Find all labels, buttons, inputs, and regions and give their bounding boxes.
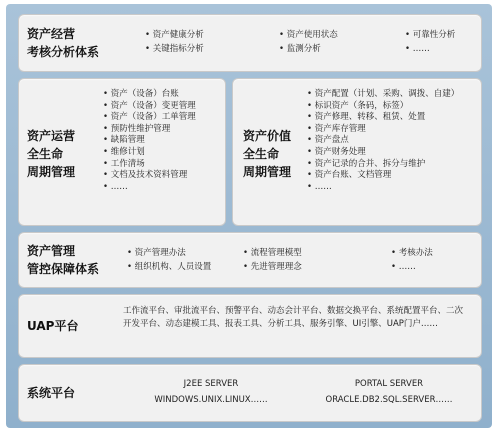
bullet-item: • 资产盘点 <box>307 135 349 146</box>
panel-system-platform <box>18 364 482 422</box>
bullet-item: • 缺陷管理 <box>103 135 145 146</box>
bullet-item: • 预防性维护管理 <box>103 123 171 134</box>
bullet-item: • 资产记录的合并、拆分与维护 <box>307 158 426 169</box>
bullet-item: • …… <box>307 181 332 192</box>
panel-title: 系统平台 <box>27 386 76 400</box>
bullet-item: • 流程管理模型 <box>243 248 302 258</box>
bullet-item: • 监测分析 <box>279 44 321 54</box>
panel-asset-control-system <box>18 232 482 288</box>
server-left: J2EE SERVER WINDOWS.UNIX.LINUX…… <box>154 379 268 405</box>
bullet-item: • 可靠性分析 <box>405 30 456 40</box>
bullet-item: • 资产台账、文档管理 <box>307 170 392 181</box>
bullet-item: • …… <box>391 262 416 272</box>
panel-asset-operation-analysis <box>18 14 482 72</box>
server-right: PORTAL SERVER ORACLE.DB2.SQL.SERVER…… <box>325 379 453 405</box>
panel-title: 资产经营 考核分析体系 <box>27 27 100 59</box>
panel-uap-platform <box>18 294 482 358</box>
bullet-item: • 资产管理办法 <box>127 248 186 258</box>
bullet-list <box>307 89 459 193</box>
bullet-item: • 资产使用状态 <box>279 30 338 40</box>
bullet-item: • 资产（设备）台账 <box>103 89 179 99</box>
panel-title: 资产管理 管控保障体系 <box>27 244 100 276</box>
bullet-item: • 标识资产（条码，标签） <box>307 100 409 111</box>
panel-title: UAP平台 <box>27 319 79 333</box>
bullet-item: • 资产财务处理 <box>307 146 366 157</box>
panel-asset-operation-lifecycle <box>18 78 226 226</box>
bullet-item: • 工作清场 <box>103 158 145 169</box>
bullet-item: • 考核办法 <box>391 248 433 258</box>
bullet-item: • 文档及技术资料管理 <box>103 170 188 181</box>
panel-asset-value-lifecycle <box>232 78 482 226</box>
bullet-item: • 资产（设备）工单管理 <box>103 112 196 123</box>
bullet-item: • 资产库存管理 <box>307 123 366 134</box>
panel-title: 资产运营 全生命 周期管理 <box>27 129 76 179</box>
bullet-list <box>103 89 196 193</box>
bullet-item: • …… <box>405 44 430 54</box>
bullet-item: • 先进管理理念 <box>243 262 302 272</box>
platform-description: 工作流平台、审批流平台、预警平台、动态会计平台、数据交换平台、系统配置平台、二次开发平台、动态建模工具、报表工具、分析工具、服务引擎、UI引擎、UAP门户…… <box>123 306 464 329</box>
bullet-item: • 资产（设备）变更管理 <box>103 100 196 111</box>
bullet-item: • 组织机构、人员设置 <box>127 262 212 272</box>
bullet-item: • 维修计划 <box>103 146 145 157</box>
bullet-item: • …… <box>103 181 128 192</box>
bullet-item: • 资产健康分析 <box>145 30 204 40</box>
architecture-frame <box>6 4 492 428</box>
panel-title: 资产价值 全生命 周期管理 <box>243 129 292 179</box>
bullet-item: • 关键指标分析 <box>145 44 204 54</box>
bullet-item: • 资产配置（计划、采购、调拨、自建） <box>307 89 460 99</box>
bullet-item: • 资产修理、转移、租赁、处置 <box>307 112 426 123</box>
